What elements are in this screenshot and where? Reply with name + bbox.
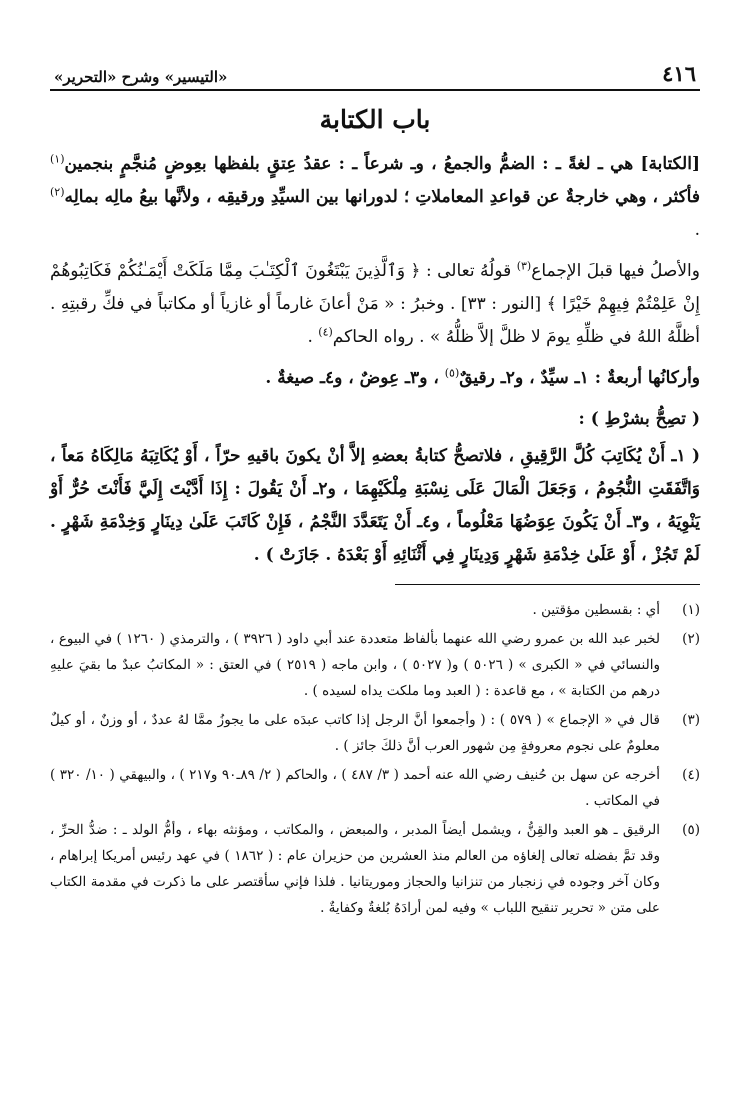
footnote-ref-4[interactable]: (٤) bbox=[318, 325, 333, 339]
footnote-1 bbox=[50, 597, 700, 623]
pillars-text-cont: ، و٣ـ عِوضٌ ، و٤ـ صيغةٌ . bbox=[265, 368, 445, 388]
running-title: «التيسير» وشرح «التحرير» bbox=[54, 68, 228, 86]
footnote-ref-1[interactable]: (١) bbox=[50, 152, 65, 166]
book-page bbox=[50, 52, 700, 924]
footnote-number: (٣) bbox=[682, 712, 700, 728]
footnote-text: أي : بقسطين مؤقتين . bbox=[532, 602, 660, 618]
chapter-title: باب الكتابة bbox=[319, 105, 431, 134]
paragraph-conditions: ( ١ـ أَنْ يُكَاتِبَ كُلَّ الرَّقِيقِ ، فلاتصحُّ كتابةُ بعضهِ إلاَّ أنْ يكونَ باقيهِ حرّاً ، أَوْ يُكَاتِبَهُ مَالِكَاهُ مَعاً ، وَاتَّفَقَتِ النُّجُومُ ، وَجَعَلَ الْمَالَ عَلَى نِسْبَةِ مِلْكَيْهِمَا ، و٢ـ أَنْ يَقُولَ : إِذَا أَدَّيْتَ إِلَيَّ فَأَنْتَ حُرٌّ أَوْ يَنْوِيَهُ ، و٣ـ أَنْ يَكُونَ عِوَضُهَا مَعْلُوماً ، و٤ـ أَنْ يَتَعَدَّدَ النَّجْمُ ، فَإِنْ كَاتَبَ عَلَىٰ دِينَارٍ وَخِدْمَةِ شَهْرٍ . لَمْ تَجُزْ ، أَوْ عَلَىٰ خِدْمَةِ شَهْرٍ وَدِينَارٍ فِي أَثْنَائِهِ أَوْ بَعْدَهُ . جَازَتْ ) . bbox=[50, 446, 700, 565]
evidence-intro: والأصلُ فيها قبلَ الإجماع bbox=[531, 261, 700, 281]
footnote-number: (٢) bbox=[682, 631, 700, 647]
definition-end: . bbox=[694, 220, 700, 240]
evidence-text: قولُهُ تعالى : ﴿ وَٱلَّذِينَ يَبْتَغُونَ ٱلْكِتَـٰبَ مِمَّا مَلَكَتْ أَيْمَـٰنُكُمْ فَكَاتِبُوهُمْ إِنْ عَلِمْتُمْ فِيهِمْ خَيْرًا ﴾ [النور : ٣٣] . وخبرُ : « مَنْ أعانَ غارماً أو غازياً أو مكاتباً في فكِّ رقبتِهِ . أظلَّهُ اللهُ في ظلِّهِ يومَ لا ظلَّ إلاَّ ظلُّهُ » . رواه الحاكم bbox=[50, 261, 700, 347]
footnote-number: (١) bbox=[682, 602, 700, 618]
main-text bbox=[50, 148, 700, 572]
footnote-2 bbox=[50, 626, 700, 704]
footnote-text: أخرجه عن سهل بن حُنيف رضي الله عنه أحمد ( ٣/ ٤٨٧ ) ، والحاكم ( ٢/ ٨٩ـ٩٠ و٢١٧ ) ، والبيهقي ( ١٠/ ٣٢٠ ) في المكاتب . bbox=[50, 767, 661, 809]
footnote-ref-5[interactable]: (٥) bbox=[444, 366, 460, 380]
conditions-heading: ( تصِحُّ بشرْطِ ) : bbox=[578, 409, 700, 429]
pillars-label: وأركانُها أربعةٌ bbox=[606, 368, 700, 388]
page-number: ٤١٦ bbox=[662, 61, 696, 86]
evidence-end: . bbox=[307, 327, 319, 347]
footnote-ref-3[interactable]: (٣) bbox=[516, 259, 532, 273]
footnote-5 bbox=[50, 817, 700, 921]
paragraph-evidence bbox=[50, 255, 700, 354]
paragraph-definition bbox=[50, 148, 700, 247]
footnote-text: قال في « الإجماع » ( ٥٧٩ ) : ( وأجمعوا أنَّ الرجل إذا كاتب عبدَه على ما يجوزُ ممَّا لهُ عددٌ ، أو وزنٌ ، أو كيلٌ معلومٌ على نجوم معروفةٍ مِن شهور العرب أنَّ ذلكَ جائز ) . bbox=[50, 712, 660, 754]
footnote-ref-2[interactable]: (٢) bbox=[50, 185, 65, 199]
footnote-text: الرقيق ـ هو العبد والقِنُّ ، ويشمل أيضاً المدبر ، والمبعض ، والمكاتب ، ومؤنثه بهاء ، وأمُّ الولد ـ : ضدُّ الحرِّ ، وقد تمَّ بفضله تعالى إلغاؤه من العالم منذ العشرين من حزيران عام : ( ١٨٦٢ ) في عهد رئيس أمريكا إبراهام ، وكان آخر وجوده في زنجبار من تنزانيا والحجاز وموريتانيا . فلذا فإني سأقتصر على ما ذكرت في مقدمة الكتاب على متن « تحرير تنقيح اللباب » وفيه لمن أرادَهُ بُلغةٌ وكفايةٌ . bbox=[50, 822, 660, 916]
footnote-3 bbox=[50, 707, 700, 759]
definition-text-cont: فأكثر ، وهي خارجةٌ عن قواعدِ المعاملاتِ ؛ لدورانها بين السيِّدِ ورقيقِه ، ولأنَّها بيعُ مالِه بمالِه bbox=[64, 187, 700, 207]
footnote-text: لخبر عبد الله بن عمرو رضي الله عنهما بألفاظ متعددة عند أبي داود ( ٣٩٢٦ ) ، والترمذي ( ١٢٦٠ ) في البيوع ، والنسائي في « الكبرى » ( ٥٠٢٦ ) و( ٥٠٢٧ ) ، وابن ماجه ( ٢٥١٩ ) في العتق : « المكاتبُ عبدٌ ما بقيَ عليهِ درهم من الكتابة » ، مع قاعدة : ( العبد وما ملكت يداه لسيده ) . bbox=[50, 631, 660, 699]
footnote-separator bbox=[395, 584, 700, 585]
footnotes bbox=[50, 597, 700, 921]
page-header bbox=[50, 52, 700, 91]
footnote-number: (٤) bbox=[682, 767, 700, 783]
pillars-text: : ١ـ سيِّدٌ ، و٢ـ رقيقٌ bbox=[459, 368, 607, 388]
footnote-number: (٥) bbox=[682, 822, 700, 838]
definition-text: [الكتابة] هي ـ لغةً ـ : الضمُّ والجمعُ ، وـ شرعاً ـ : عقدُ عِتقٍ بلفظها بعِوضٍ مُنجَّمٍ بنجمين bbox=[64, 154, 700, 174]
footnote-4 bbox=[50, 762, 700, 814]
paragraph-pillars bbox=[50, 362, 700, 395]
